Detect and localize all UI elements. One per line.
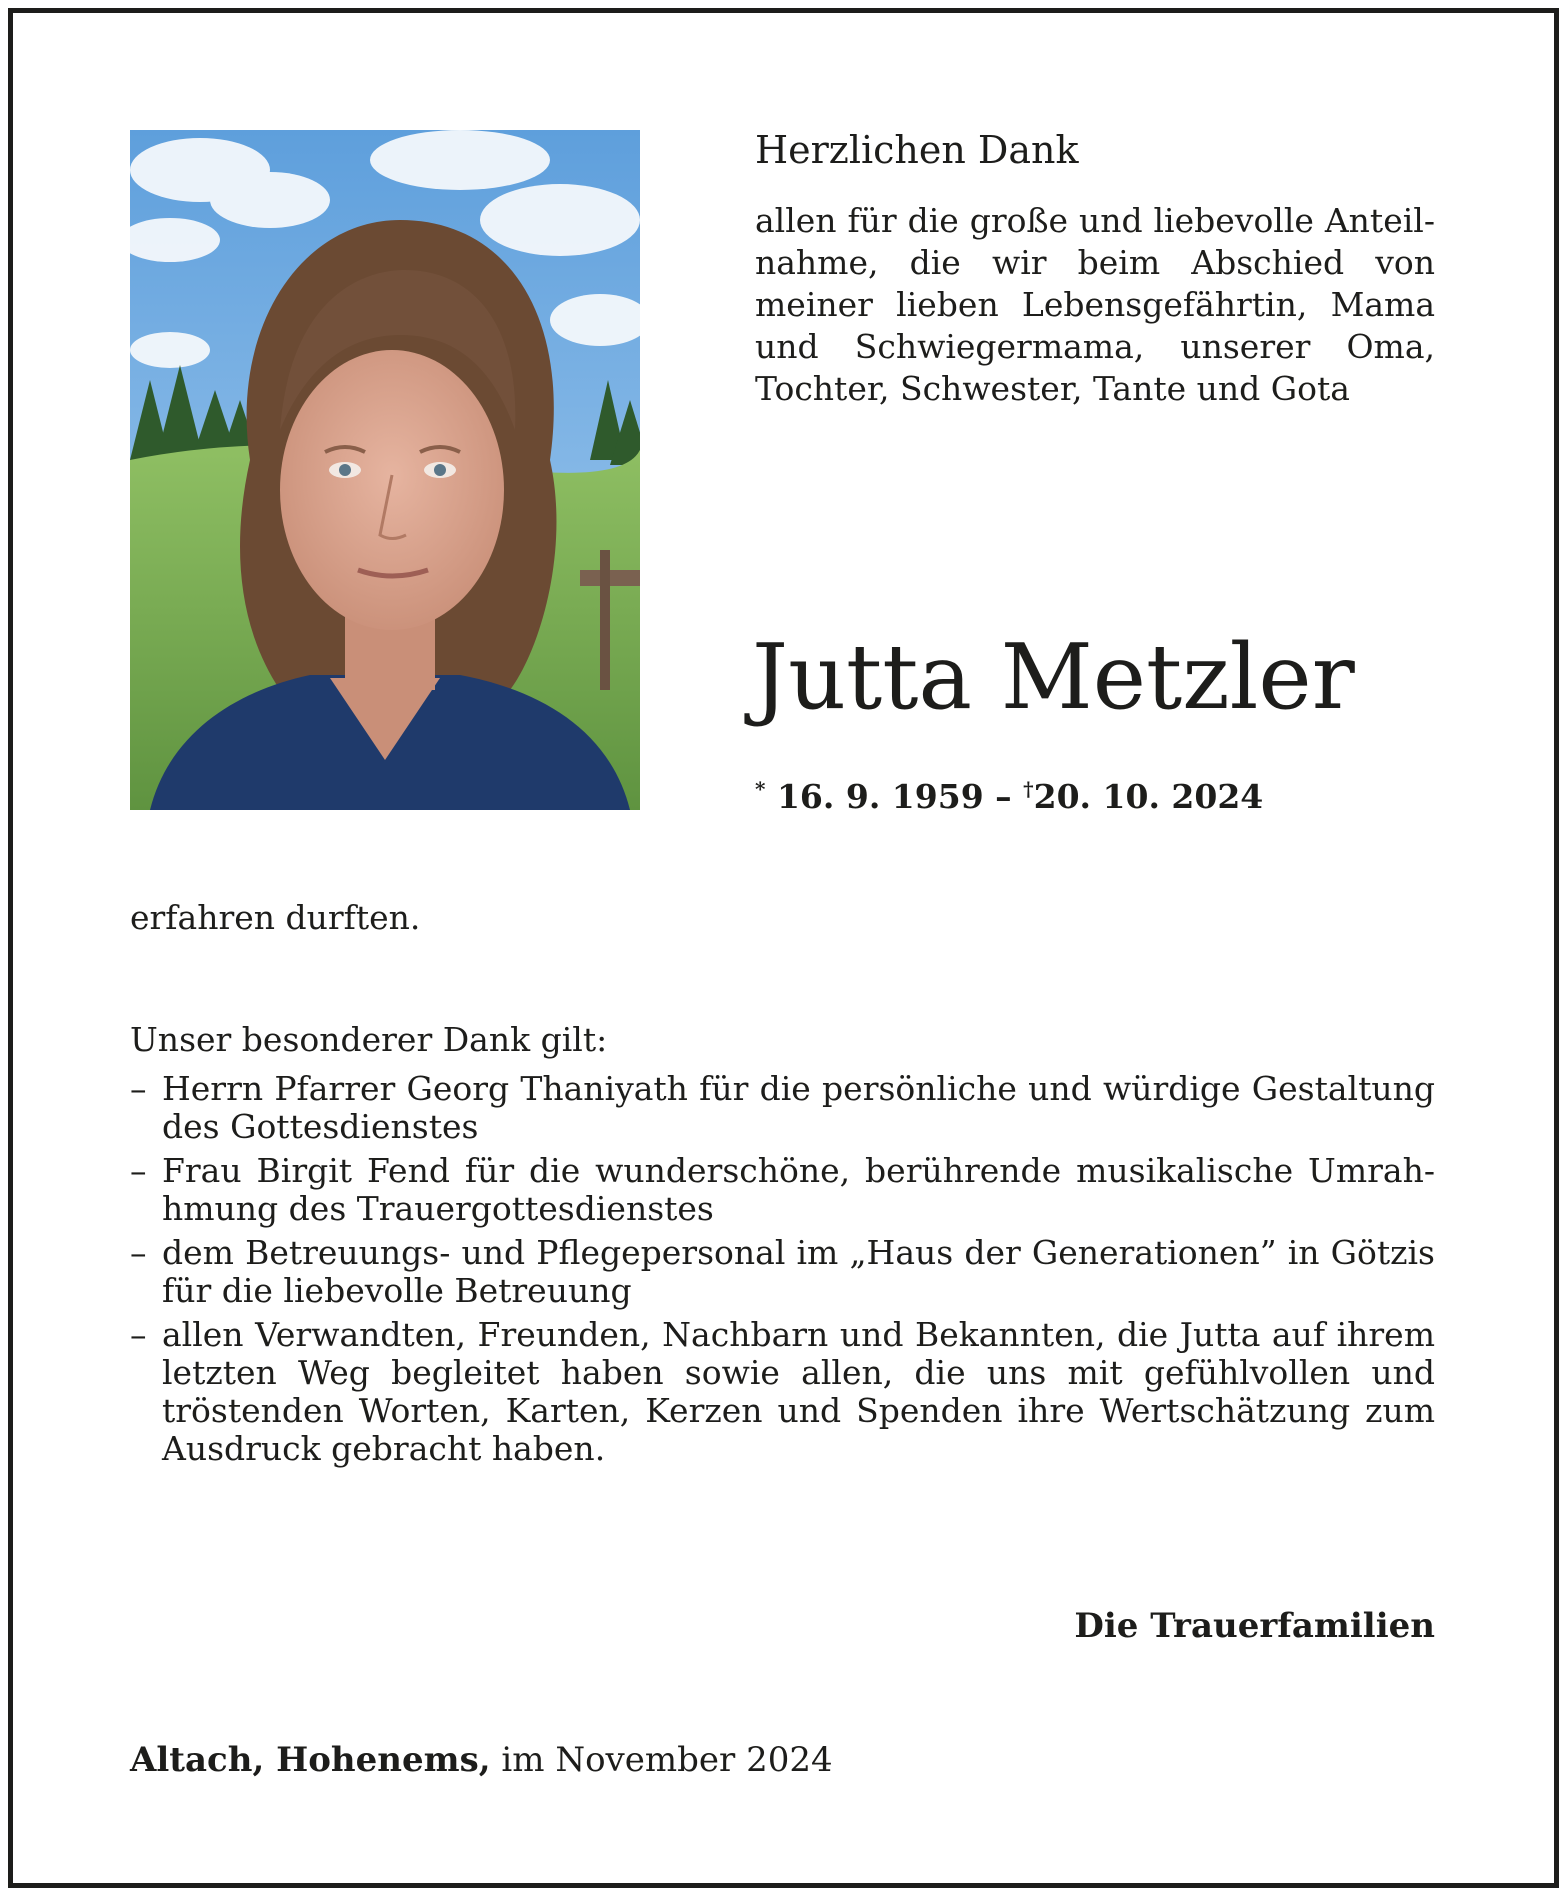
special-thanks-list: [130, 1070, 1435, 1474]
list-item-text: Herrn Pfarrer Georg Thaniyath für die persönliche und würdige Gestaltung des Gottesdienstes: [162, 1069, 1435, 1146]
birth-symbol: *: [755, 777, 766, 801]
thank-you-heading: Herzlichen Dank: [755, 128, 1079, 172]
date-separator: –: [995, 777, 1012, 816]
list-item: [130, 1070, 1435, 1146]
date-line: im November 2024: [501, 1740, 833, 1780]
birth-date: 16. 9. 1959: [776, 777, 984, 816]
place: Altach, Hohenems,: [130, 1740, 491, 1780]
list-item: [130, 1316, 1435, 1468]
list-item-text: allen Verwandten, Freunden, Nachbarn und Bekannten, die Jutta auf ihrem letzten Weg begleitet haben sowie allen, die uns mit gefühlvollen und tröstenden Worten, Karten, Kerzen und Spenden ihre Wertschätzung zum Ausdruck gebracht haben.: [162, 1315, 1435, 1468]
list-item: [130, 1152, 1435, 1228]
signature: Die Trauerfamilien: [1074, 1606, 1435, 1646]
intro-continuation: erfahren durften.: [130, 898, 421, 937]
deceased-name: Jutta Metzler: [752, 625, 1355, 730]
list-item-text: Frau Birgit Fend für die wunderschöne, berührende musikalische Umrahhmung des Trauergottesdienstes: [162, 1151, 1435, 1228]
list-item-text: dem Betreuungs- und Pflegepersonal im „Haus der Generationen” in Götzis für die liebevolle Betreuung: [162, 1233, 1435, 1310]
life-dates: [755, 767, 1263, 819]
list-dash: –: [130, 1151, 147, 1190]
portrait-photo: [130, 130, 640, 810]
list-dash: –: [130, 1233, 147, 1272]
portrait-illustration: [130, 130, 640, 810]
death-symbol: †: [1023, 777, 1034, 801]
death-date: 20. 10. 2024: [1033, 777, 1264, 816]
list-dash: –: [130, 1315, 147, 1354]
list-dash: –: [130, 1069, 147, 1108]
list-item: [130, 1234, 1435, 1310]
place-and-date: [130, 1738, 833, 1782]
special-thanks-intro: Unser besonderer Dank gilt:: [130, 1020, 608, 1059]
intro-paragraph: allen für die große und liebevolle Anteilnahme, die wir beim Abschied von meiner lieben Lebensgefährtin, Mama und Schwiegermama, unserer Oma, Tochter, Schwester, Tante und Gota: [755, 201, 1435, 408]
